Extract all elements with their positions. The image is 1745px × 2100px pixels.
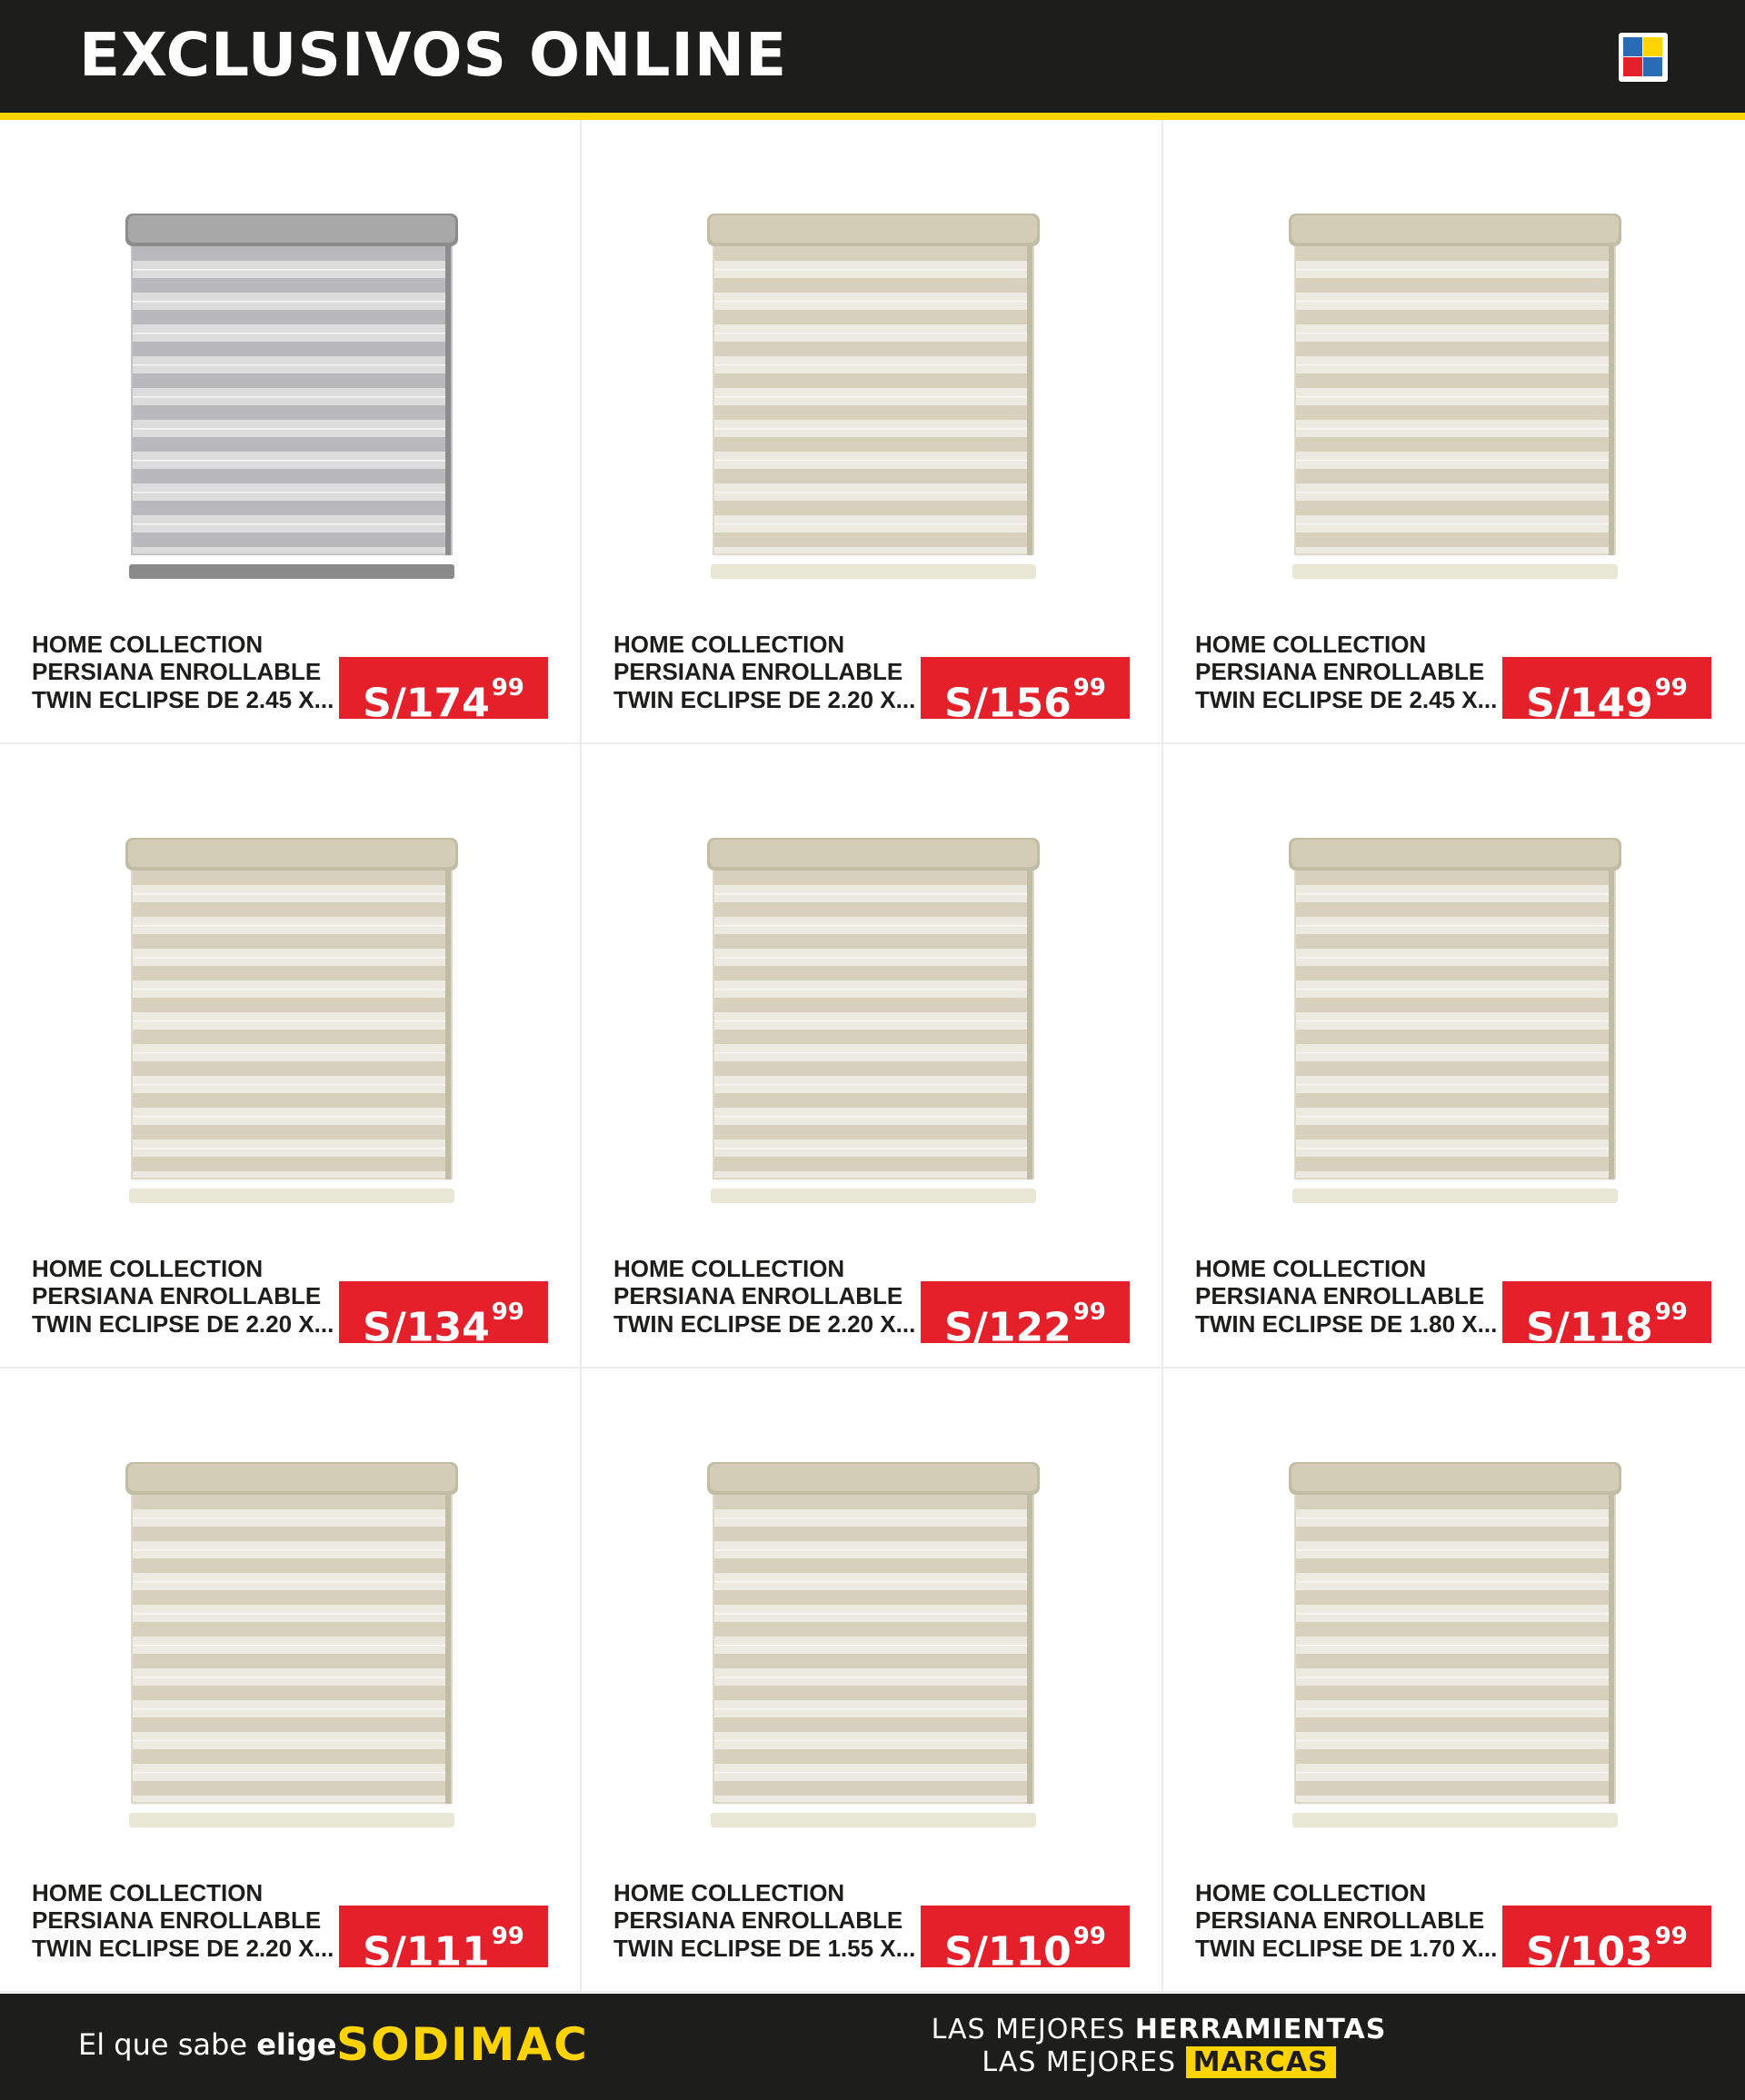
product-name-line-2: TWIN ECLIPSE DE 2.20 X... <box>32 1309 334 1338</box>
product-name-line-1: PERSIANA ENROLLABLE <box>1195 1282 1485 1309</box>
product-brand: HOME COLLECTION <box>1195 1255 1427 1282</box>
slogan-bold: elige <box>256 2027 337 2062</box>
product-card-2[interactable] <box>582 120 1163 744</box>
product-name-line-2: TWIN ECLIPSE DE 1.55 X... <box>613 1934 916 1962</box>
product-description <box>32 1282 341 1338</box>
price-cents: 99 <box>1072 674 1106 702</box>
product-brand: HOME COLLECTION <box>32 631 264 658</box>
price-tag <box>339 1281 548 1351</box>
product-name-line-2: TWIN ECLIPSE DE 2.20 X... <box>613 685 916 713</box>
price-currency: S/ <box>944 680 988 727</box>
price-amount: 111 <box>405 1928 490 1976</box>
roller-blind-image <box>707 1462 1040 1827</box>
roller-blind-image <box>125 214 458 579</box>
price-cents: 99 <box>491 674 524 702</box>
product-brand: HOME COLLECTION <box>32 1255 264 1282</box>
product-brand: HOME COLLECTION <box>32 1879 264 1906</box>
product-name-line-2: TWIN ECLIPSE DE 2.45 X... <box>32 685 334 713</box>
product-name-line-1: PERSIANA ENROLLABLE <box>32 1906 322 1934</box>
price-tag <box>1502 1281 1711 1351</box>
product-brand: HOME COLLECTION <box>613 631 845 658</box>
sodimac-logo-icon[interactable] <box>1619 33 1668 82</box>
roller-blind-image <box>1289 838 1621 1203</box>
price-currency: S/ <box>363 1928 406 1976</box>
price-currency: S/ <box>1526 1928 1570 1976</box>
tagline-2-highlight: MARCAS <box>1186 2046 1336 2078</box>
product-card-7[interactable] <box>0 1368 582 1993</box>
price-cents: 99 <box>491 1299 524 1326</box>
price-cents: 99 <box>1654 674 1688 702</box>
roller-blind-image <box>707 214 1040 579</box>
header-accent-line <box>0 113 1745 120</box>
roller-blind-image <box>707 838 1040 1203</box>
price-amount: 174 <box>405 680 490 727</box>
price-currency: S/ <box>1526 680 1570 727</box>
product-description <box>613 658 922 713</box>
product-name-line-2: TWIN ECLIPSE DE 2.20 X... <box>613 1309 916 1338</box>
product-brand: HOME COLLECTION <box>1195 1879 1427 1906</box>
product-description <box>32 658 341 713</box>
product-card-4[interactable] <box>0 744 582 1368</box>
price-tag <box>921 657 1130 727</box>
product-grid <box>0 120 1745 1994</box>
footer-brand-logo[interactable]: SODIMAC <box>336 2018 589 2071</box>
price-amount: 118 <box>1569 1304 1653 1351</box>
product-description <box>32 1906 341 1962</box>
price-cents: 99 <box>1072 1299 1106 1326</box>
product-name-line-2: TWIN ECLIPSE DE 1.80 X... <box>1195 1309 1498 1338</box>
price-tag <box>921 1906 1130 1976</box>
price-tag <box>1502 1906 1711 1976</box>
product-name-line-1: PERSIANA ENROLLABLE <box>32 1282 322 1309</box>
price-currency: S/ <box>944 1304 988 1351</box>
price-amount: 149 <box>1569 680 1653 727</box>
roller-blind-image <box>1289 214 1621 579</box>
price-cents: 99 <box>1654 1299 1688 1326</box>
tagline-1-regular: LAS MEJORES <box>931 2014 1135 2045</box>
header-bar <box>0 0 1745 113</box>
product-card-3[interactable] <box>1163 120 1745 744</box>
product-brand: HOME COLLECTION <box>613 1879 845 1906</box>
price-cents: 99 <box>1654 1923 1688 1950</box>
product-description <box>613 1282 922 1338</box>
product-brand: HOME COLLECTION <box>1195 631 1427 658</box>
product-card-1[interactable] <box>0 120 582 744</box>
tagline-1-bold: HERRAMIENTAS <box>1134 2014 1387 2045</box>
product-card-6[interactable] <box>1163 744 1745 1368</box>
product-brand: HOME COLLECTION <box>613 1255 845 1282</box>
roller-blind-image <box>125 1462 458 1827</box>
product-name-line-2: TWIN ECLIPSE DE 2.45 X... <box>1195 685 1498 713</box>
product-card-9[interactable] <box>1163 1368 1745 1993</box>
tagline-2-regular: LAS MEJORES <box>982 2046 1186 2078</box>
price-tag <box>921 1281 1130 1351</box>
price-cents: 99 <box>1072 1923 1106 1950</box>
slogan-regular: El que sabe <box>78 2027 257 2062</box>
product-description <box>613 1906 922 1962</box>
price-amount: 156 <box>987 680 1072 727</box>
price-currency: S/ <box>363 680 406 727</box>
roller-blind-image <box>1289 1462 1621 1827</box>
price-amount: 122 <box>987 1304 1072 1351</box>
roller-blind-image <box>125 838 458 1203</box>
price-currency: S/ <box>363 1304 406 1351</box>
product-name-line-1: PERSIANA ENROLLABLE <box>613 658 903 685</box>
product-card-8[interactable] <box>582 1368 1163 1993</box>
price-cents: 99 <box>491 1923 524 1950</box>
footer-bar <box>0 1994 1745 2100</box>
price-currency: S/ <box>1526 1304 1570 1351</box>
price-tag <box>339 657 548 727</box>
product-name-line-1: PERSIANA ENROLLABLE <box>613 1906 903 1934</box>
product-card-5[interactable] <box>582 744 1163 1368</box>
product-description <box>1195 658 1504 713</box>
footer-tagline <box>872 2014 1445 2079</box>
page-title: EXCLUSIVOS ONLINE <box>79 20 788 90</box>
price-amount: 134 <box>405 1304 490 1351</box>
product-name-line-1: PERSIANA ENROLLABLE <box>1195 1906 1485 1934</box>
price-amount: 103 <box>1569 1928 1653 1976</box>
product-name-line-2: TWIN ECLIPSE DE 2.20 X... <box>32 1934 334 1962</box>
product-name-line-1: PERSIANA ENROLLABLE <box>32 658 322 685</box>
footer-slogan <box>78 2026 336 2063</box>
product-name-line-1: PERSIANA ENROLLABLE <box>1195 658 1485 685</box>
product-name-line-1: PERSIANA ENROLLABLE <box>613 1282 903 1309</box>
product-description <box>1195 1906 1504 1962</box>
price-currency: S/ <box>944 1928 988 1976</box>
price-tag <box>339 1906 548 1976</box>
price-tag <box>1502 657 1711 727</box>
price-amount: 110 <box>987 1928 1072 1976</box>
product-name-line-2: TWIN ECLIPSE DE 1.70 X... <box>1195 1934 1498 1962</box>
product-description <box>1195 1282 1504 1338</box>
